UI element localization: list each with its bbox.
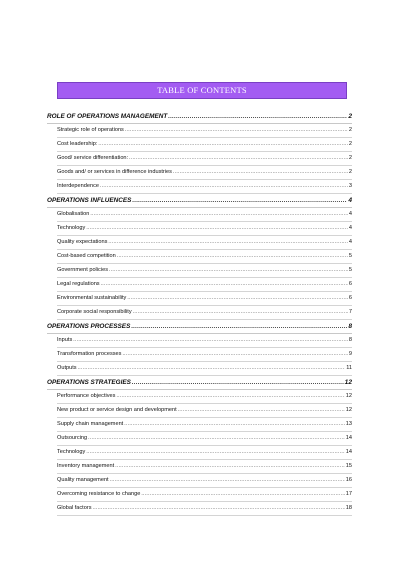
page-number: 9 bbox=[348, 351, 352, 357]
dot-leader bbox=[86, 222, 348, 235]
entry-label: Strategic role of operations bbox=[57, 127, 124, 133]
dot-leader bbox=[129, 152, 348, 165]
section-title: OPERATIONS PROCESSES bbox=[47, 323, 131, 330]
entry-label: Goods and/ or services in difference industries bbox=[57, 169, 172, 175]
page-number: 15 bbox=[345, 463, 352, 469]
dot-leader bbox=[73, 334, 348, 347]
section-title: OPERATIONS INFLUENCES bbox=[47, 197, 132, 204]
entry-label: Environmental sustainability bbox=[57, 295, 127, 301]
toc-entry[interactable] bbox=[57, 446, 352, 460]
entry-label: Transformation processes bbox=[57, 351, 122, 357]
toc-entry[interactable] bbox=[57, 208, 352, 222]
entry-label: Quality expectations bbox=[57, 239, 108, 245]
page-number: 2 bbox=[348, 113, 352, 120]
page-number: 3 bbox=[348, 183, 352, 189]
dot-leader bbox=[108, 236, 348, 249]
toc-entry[interactable] bbox=[57, 306, 352, 320]
dot-leader bbox=[168, 111, 347, 124]
toc-entry[interactable] bbox=[57, 180, 352, 194]
page-number: 14 bbox=[345, 449, 352, 455]
dot-leader bbox=[132, 195, 347, 208]
entry-label: Globalisation bbox=[57, 211, 90, 217]
toc-title: TABLE OF CONTENTS bbox=[57, 82, 347, 99]
entry-label: Performance objectives bbox=[57, 393, 116, 399]
entry-label: Inputs bbox=[57, 337, 73, 343]
page-number: 6 bbox=[348, 281, 352, 287]
dot-leader bbox=[178, 404, 345, 417]
table-of-contents bbox=[47, 110, 352, 516]
toc-entry[interactable] bbox=[57, 488, 352, 502]
toc-entry[interactable] bbox=[57, 236, 352, 250]
toc-entry[interactable] bbox=[57, 222, 352, 236]
dot-leader bbox=[101, 278, 348, 291]
toc-entry[interactable] bbox=[57, 348, 352, 362]
entry-label: Good/ service differentiation: bbox=[57, 155, 129, 161]
entry-label: Overcoming resistance to change bbox=[57, 491, 141, 497]
toc-entry[interactable] bbox=[57, 502, 352, 516]
section-title: OPERATIONS STRATEGIES bbox=[47, 379, 131, 386]
toc-entry[interactable] bbox=[57, 404, 352, 418]
page-number: 18 bbox=[345, 505, 352, 511]
entry-label: Interdependence bbox=[57, 183, 99, 189]
dot-leader bbox=[173, 166, 348, 179]
page-number: 4 bbox=[348, 197, 352, 204]
page-number: 5 bbox=[348, 253, 352, 259]
toc-section-operations-processes[interactable] bbox=[47, 320, 352, 334]
entry-label: Outsourcing bbox=[57, 435, 88, 441]
dot-leader bbox=[115, 460, 345, 473]
entry-label: Supply chain management bbox=[57, 421, 124, 427]
dot-leader bbox=[141, 488, 344, 501]
entry-label: Outputs bbox=[57, 365, 77, 371]
dot-leader bbox=[98, 138, 347, 151]
toc-entry[interactable] bbox=[57, 152, 352, 166]
page-number: 7 bbox=[348, 309, 352, 315]
toc-entry[interactable] bbox=[57, 166, 352, 180]
entry-label: Legal regulations bbox=[57, 281, 100, 287]
dot-leader bbox=[93, 502, 345, 515]
page-number: 12 bbox=[344, 379, 352, 386]
entry-label: Inventory management bbox=[57, 463, 115, 469]
dot-leader bbox=[131, 321, 347, 334]
toc-entry[interactable] bbox=[57, 362, 352, 376]
dot-leader bbox=[116, 390, 344, 403]
dot-leader bbox=[90, 208, 348, 221]
toc-entry[interactable] bbox=[57, 418, 352, 432]
page-number: 4 bbox=[348, 211, 352, 217]
page-number: 14 bbox=[345, 435, 352, 441]
page-number: 2 bbox=[348, 169, 352, 175]
toc-entry[interactable] bbox=[57, 390, 352, 404]
entry-label: Technology bbox=[57, 225, 86, 231]
page-number: 17 bbox=[345, 491, 352, 497]
toc-section-operations-influences[interactable] bbox=[47, 194, 352, 208]
page-number: 2 bbox=[348, 155, 352, 161]
toc-section-role-of-operations[interactable] bbox=[47, 110, 352, 124]
dot-leader bbox=[86, 446, 344, 459]
page-number: 2 bbox=[348, 127, 352, 133]
toc-section-operations-strategies[interactable] bbox=[47, 376, 352, 390]
dot-leader bbox=[88, 432, 345, 445]
toc-entry[interactable] bbox=[57, 264, 352, 278]
dot-leader bbox=[125, 124, 348, 137]
toc-entry[interactable] bbox=[57, 432, 352, 446]
entry-label: New product or service design and development bbox=[57, 407, 177, 413]
toc-entry[interactable] bbox=[57, 250, 352, 264]
page-number: 12 bbox=[345, 407, 352, 413]
page-number: 5 bbox=[348, 267, 352, 273]
page-number: 8 bbox=[348, 323, 352, 330]
toc-entry[interactable] bbox=[57, 138, 352, 152]
page-number: 13 bbox=[345, 421, 352, 427]
entry-label: Technology bbox=[57, 449, 86, 455]
entry-label: Global factors bbox=[57, 505, 92, 511]
toc-entry[interactable] bbox=[57, 474, 352, 488]
toc-entry[interactable] bbox=[57, 278, 352, 292]
dot-leader bbox=[122, 348, 347, 361]
entry-label: Cost leadership: bbox=[57, 141, 98, 147]
page-number: 16 bbox=[345, 477, 352, 483]
section-title: ROLE OF OPERATIONS MANAGEMENT bbox=[47, 113, 168, 120]
page-number: 2 bbox=[348, 141, 352, 147]
dot-leader bbox=[78, 362, 346, 375]
dot-leader bbox=[127, 292, 348, 305]
dot-leader bbox=[117, 250, 348, 263]
toc-entry[interactable] bbox=[57, 334, 352, 348]
dot-leader bbox=[100, 180, 348, 193]
toc-entry[interactable] bbox=[57, 124, 352, 138]
toc-entry[interactable] bbox=[57, 292, 352, 306]
dot-leader bbox=[133, 306, 348, 319]
page-number: 4 bbox=[348, 239, 352, 245]
entry-label: Cost-based competition bbox=[57, 253, 116, 259]
dot-leader bbox=[109, 264, 348, 277]
page-number: 11 bbox=[346, 365, 352, 371]
page-number: 6 bbox=[348, 295, 352, 301]
dot-leader bbox=[110, 474, 345, 487]
toc-entry[interactable] bbox=[57, 460, 352, 474]
dot-leader bbox=[124, 418, 345, 431]
entry-label: Corporate social responsibility bbox=[57, 309, 132, 315]
page-number: 12 bbox=[345, 393, 352, 399]
entry-label: Government policies bbox=[57, 267, 108, 273]
entry-label: Quality management bbox=[57, 477, 109, 483]
dot-leader bbox=[132, 377, 344, 390]
page-number: 4 bbox=[348, 225, 352, 231]
page-number: 8 bbox=[348, 337, 352, 343]
